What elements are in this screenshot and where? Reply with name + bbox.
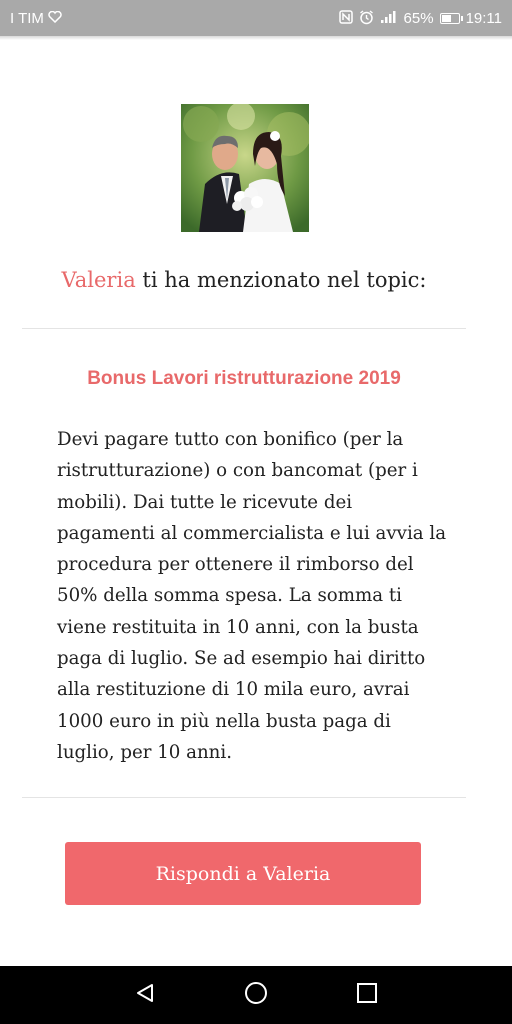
back-icon <box>134 982 156 1008</box>
user-avatar <box>181 104 309 232</box>
carrier-name: I TIM <box>10 9 44 27</box>
reply-button[interactable]: Rispondi a Valeria <box>65 842 421 905</box>
nfc-icon <box>339 10 353 26</box>
status-right <box>339 10 502 27</box>
status-left <box>10 10 62 27</box>
status-bar <box>0 0 512 36</box>
mention-headline-text: ti ha menzionato nel topic: <box>135 268 427 292</box>
signal-icon <box>380 10 398 26</box>
bottom-divider <box>22 797 466 798</box>
back-button[interactable] <box>125 975 165 1015</box>
battery-percent: 65% <box>403 9 434 27</box>
recents-button[interactable] <box>347 975 387 1015</box>
home-button[interactable] <box>236 975 276 1015</box>
heart-signal-icon <box>48 11 62 25</box>
mention-user-link[interactable]: Valeria <box>61 268 136 292</box>
top-divider <box>22 328 466 329</box>
battery-fill <box>442 15 452 22</box>
alarm-icon <box>359 10 374 27</box>
topic-title-link[interactable]: Bonus Lavori ristrutturazione 2019 <box>87 368 401 389</box>
mention-headline <box>0 268 488 292</box>
avatar-photo <box>181 104 309 232</box>
mention-message: Devi pagare tutto con bonifico (per la ristrutturazione) o con bancomat (per i mobili). Dai tutte le ricevute dei pagamenti al commercialista e lui avvia la procedura per ottenere il rimborso del 50% della somma spesa. La somma ti viene restituita in 10 anni, con la busta paga di luglio. Se ad esempio hai diritto alla restituzione di 10 mila euro, avrai 1000 euro in più nella busta paga di luglio, per 10 anni. <box>57 429 447 763</box>
navigation-bar <box>0 966 512 1024</box>
home-icon <box>244 981 268 1009</box>
recents-icon <box>356 982 378 1008</box>
battery-icon <box>440 13 460 24</box>
status-bar-shadow <box>0 36 512 40</box>
clock: 19:11 <box>465 9 502 27</box>
